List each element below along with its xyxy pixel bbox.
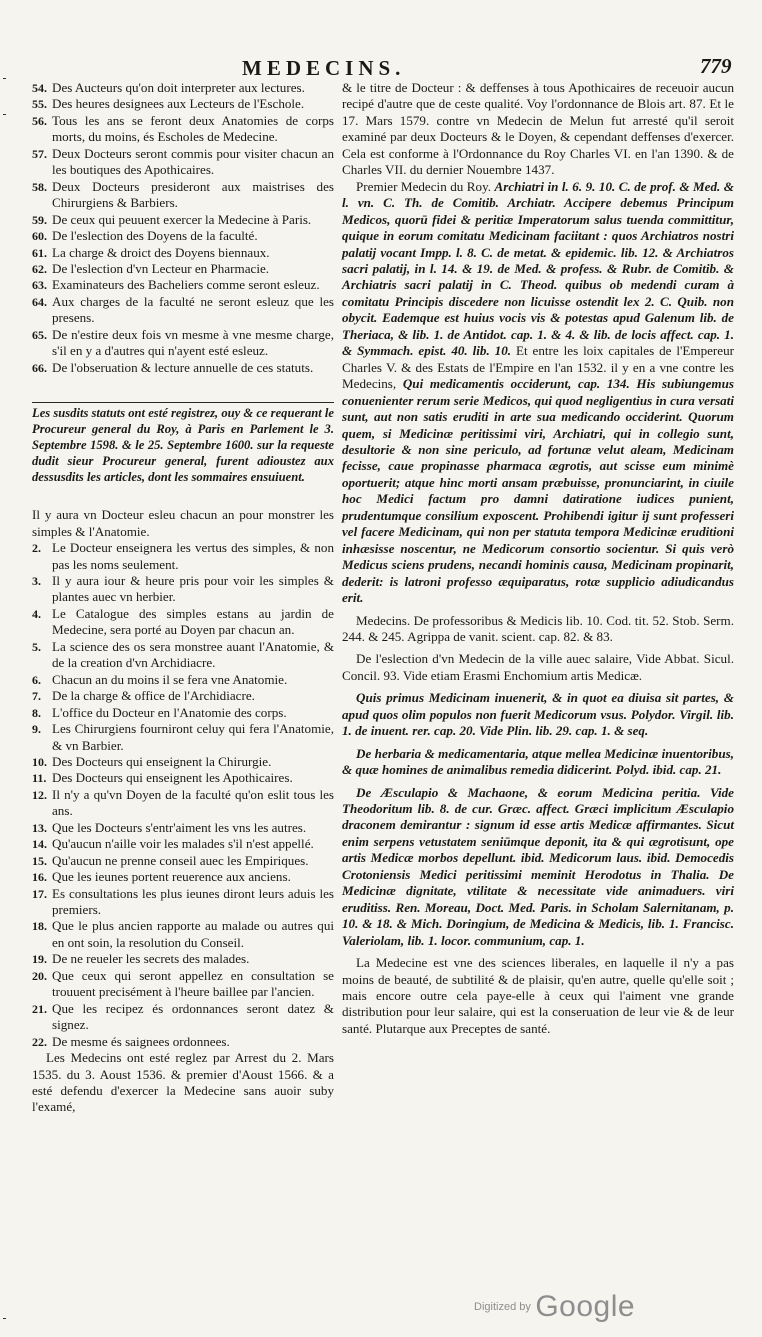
- article-item-text: L'office du Docteur en l'Anatomie des corps.: [52, 704, 287, 720]
- statute-item: [32, 80, 334, 96]
- article-item-number: 8.: [32, 705, 41, 720]
- article-item: [32, 918, 334, 951]
- article-item-text: Il n'y a qu'vn Doyen de la faculté qu'on eslit tous les ans.: [52, 786, 334, 819]
- running-head: MEDECINS.: [242, 56, 406, 80]
- paragraph-aesculapius: De Æsculapio & Machaone, & eorum Medicina peritia. Vide Theodoritum lib. 8. de cur. Græc. affect. Græci implicitum Æsculapio draconem demirantur : signum id esse artis Medicæ affirmantes. Sicut enim serpens vetustatem seniūmque deponit, ita & qui ægrotisunt, ope artis Medicæ morbos depellunt. ibid. Medicorum laus. ibid. Democedis Crotoniensis Medici peritissimi meminit Herodotus in Thalia. De Medicinæ dignitate, vtilitate & necessitate vide animaduers. viri eruditiss. Ren. Moreau, Doct. Med. Paris. in Scholam Salernitanam, p. 10. & 18. & Mich. Doringium, de Medicina & Medicis, lib. 1. Francisc. Valeriolam, lib. 1. locor. communium, cap. 1.: [342, 784, 734, 948]
- statute-item: [32, 179, 334, 212]
- left-column: [32, 80, 334, 1116]
- page-number: 779: [700, 54, 732, 78]
- article-item-text: Le Docteur enseignera les vertus des simples, & non pas les noms seulement.: [52, 540, 334, 572]
- article-item-text: Il y aura iour & heure pris pour voir les simples & plantes auec vn herbier.: [52, 572, 334, 605]
- article-item-text: Chacun an du moins il se fera vne Anatomie.: [52, 671, 288, 687]
- article-item: [32, 886, 334, 919]
- margin-tick: [3, 1318, 6, 1319]
- article-item-number: 20.: [32, 968, 47, 983]
- statute-item-text: Deux Docteurs seront commis pour visiter chacun an les boutiques des Apothicaires.: [52, 145, 334, 178]
- archiatri-latin-law: Qui medicamentis occiderunt, cap. 134. His subiungemus conuenienter rerum serie Medicos, qui quod negligentius in cura versati sunt, aut non satis eruditi in arte sua medicando occiderint. Quorum quem, si Medicinæ peritissimi viri, Archiatri, qui in collegio sunt, desultorie & non sine periculo, ad fortunæ velut aleam, Medicinam fecisse, caue propinasse pharmaca ægrotis, aut scisse eum minimè oportuerit; atque hinc morti ansam præbuisse, pronunciarint, in ciuile hoc Medici factum pro damni datiratione iudices punient, prudentumque consilium exposcent. Prohibendi igitur ij sunt professeri vel facere Medicinam, qui non per statuta tempora Medicinæ eruditioni inhæsisse noscentur, ne Medicorum consortio socientur. Si quis verò Medicus sciens prudens, necandi hominis causa, Medicinam propinarit, dederit: is latroni professo æquiparatus, rotæ supplicio adiudicandus erit.: [342, 376, 734, 606]
- article-item-number: 15.: [32, 853, 47, 868]
- margin-tick: [3, 114, 6, 115]
- article-item-number: 11.: [32, 771, 47, 786]
- article-item: [32, 606, 334, 639]
- article-item: [32, 672, 334, 688]
- statute-item: [32, 245, 334, 261]
- section-rule: [32, 402, 334, 403]
- statute-item: [32, 261, 334, 277]
- article-item-text: Qu'aucun n'aille voir les malades s'il n'est appellé.: [52, 836, 314, 852]
- article-item-number: 19.: [32, 952, 47, 967]
- statute-item-number: 62.: [32, 261, 47, 276]
- article-item-text: De la charge & office de l'Archidiacre.: [52, 688, 255, 704]
- statute-item-text: La charge & droict des Doyens biennaux.: [52, 244, 270, 260]
- article-item: [32, 573, 334, 606]
- article-item-number: 18.: [32, 919, 47, 934]
- statute-item-number: 63.: [32, 278, 47, 293]
- statute-item-number: 64.: [32, 294, 47, 309]
- article-item: [32, 540, 334, 573]
- article-item-number: 7.: [32, 689, 41, 704]
- digitization-watermark: [474, 1290, 635, 1324]
- statute-item: [32, 96, 334, 112]
- google-logo: Google: [535, 1290, 636, 1323]
- archiatri-french: Et entre les loix capitales de l'Empereur Charles V. & des Estats de l'Empire en l'an 1532. il y en a vne contre les Medecins,: [342, 343, 735, 392]
- article-item: [32, 639, 334, 672]
- margin-tick: [3, 78, 6, 79]
- paragraph-archiatri: [342, 179, 734, 607]
- article-item: [32, 1001, 334, 1034]
- article-item-text: La science des os sera monstree auant l'Anatomie, & de la creation d'vn Archidiacre.: [52, 638, 334, 671]
- statute-item-number: 58.: [32, 179, 47, 194]
- article-item-number: 5.: [32, 639, 41, 654]
- statute-item: [32, 360, 334, 376]
- article-item-text: Le Catalogue des simples estans au jardin de Medecine, sera porté au Doyen par chacun an.: [52, 605, 334, 638]
- statute-item: [32, 327, 334, 360]
- article-item-number: 22.: [32, 1034, 47, 1049]
- paragraph-city-physician: De l'eslection d'vn Medecin de la ville auec salaire, Vide Abbat. Sicul. Concil. 93. Vide etiam Erasmi Enchomium artis Medicæ.: [342, 651, 734, 683]
- article-item-text: Que les ieunes portent reuerence aux anciens.: [52, 869, 291, 885]
- article-item: [32, 705, 334, 721]
- article-item-text: Des Docteurs qui enseignent les Apothicaires.: [52, 770, 293, 786]
- article-item-text: De mesme és saignees ordonnees.: [52, 1033, 230, 1049]
- article-item-number: 17.: [32, 886, 47, 901]
- statute-item-number: 55.: [32, 97, 47, 112]
- paragraph-invention: Quis primus Medicinam inuenerit, & in quot ea diuisa sit partes, & apud quos olim populos non fuerit Medicorum vsus. Polydor. Virgil. lib. 1. de inuent. rer. cap. 20. Vide Plin. lib. 29. cap. 1. & seq.: [342, 690, 734, 739]
- article-item: [32, 869, 334, 885]
- statute-item-number: 60.: [32, 229, 47, 244]
- article-item-number: 16.: [32, 870, 47, 885]
- article-item-text: Es consultations les plus ieunes diront leurs aduis les premiers.: [52, 885, 334, 918]
- statute-item-text: Des heures designees aux Lecteurs de l'Eschole.: [52, 96, 305, 112]
- article-item-number: 9.: [32, 722, 41, 737]
- statute-item-text: De l'eslection d'vn Lecteur en Pharmacie.: [52, 260, 270, 276]
- article-item-text: Que le plus ancien rapporte au malade ou autres qui en ont soin, la resolution du Conseil.: [52, 918, 334, 950]
- article-item: [32, 688, 334, 704]
- statute-item: [32, 228, 334, 244]
- article-item: [32, 951, 334, 967]
- statute-item-text: Des Aucteurs qu'on doit interpreter aux lectures.: [52, 80, 305, 95]
- article-item-text: Des Docteurs qui enseignent la Chirurgie.: [52, 753, 272, 769]
- statute-item-text: Deux Docteurs presideront aux maistrises des Chirurgiens & Barbiers.: [52, 178, 334, 211]
- statute-item: [32, 277, 334, 293]
- article-item-number: 3.: [32, 573, 41, 588]
- article-item-number: 12.: [32, 787, 47, 802]
- statute-item-number: 61.: [32, 245, 47, 260]
- statute-item: [32, 113, 334, 146]
- article-item-number: 6.: [32, 672, 41, 687]
- paragraph-professors: Medecins. De professoribus & Medicis lib. 10. Cod. tit. 52. Stob. Serm. 244. & 245. Agrippa de vanit. scient. cap. 82. & 83.: [342, 612, 734, 644]
- article-item-number: 10.: [32, 754, 47, 769]
- article-item-number: 21.: [32, 1001, 47, 1016]
- article-item: [32, 1034, 334, 1050]
- article-item-text: De ne reueler les secrets des malades.: [52, 951, 250, 967]
- right-column: [342, 80, 734, 1037]
- article-item-text: Que les recipez és ordonnances seront datez & signez.: [52, 1000, 334, 1033]
- archiatri-lead: Premier Medecin du Roy.: [356, 178, 492, 194]
- articles-intro: Il y aura vn Docteur esleu chacun an pour monstrer les simples & l'Anatomie.: [32, 507, 334, 539]
- article-item: [32, 836, 334, 852]
- statute-item-text: De n'estire deux fois vn mesme à vne mesme charge, s'il en y a d'autres qui n'ayent esté esleuz.: [52, 326, 334, 359]
- statute-list: [32, 80, 334, 376]
- statute-item-text: Examinateurs des Bacheliers comme seront esleuz.: [52, 277, 320, 293]
- closing-paragraph: Les Medecins ont esté reglez par Arrest du 2. Mars 1535. du 3. Aoust 1536. & premier d'Aoust 1566. & a esté defendu d'exercer la Medecine sans auoir suby l'examé,: [32, 1050, 334, 1115]
- article-item: [32, 754, 334, 770]
- article-item-number: 14.: [32, 837, 47, 852]
- paragraph-herbaria: De herbaria & medicamentaria, atque mellea Medicinæ inuentoribus, & quæ homines de animalibus remedia didicerint. Polyd. ibid. cap. 21.: [342, 745, 734, 778]
- article-item-text: Que ceux qui seront appellez en consultation se trouuent precisément à l'heure baillee par l'ancien.: [52, 967, 334, 1000]
- statute-item-number: 65.: [32, 327, 47, 342]
- watermark-prefix: Digitized by: [474, 1301, 531, 1313]
- statute-item: [32, 212, 334, 228]
- statute-item-number: 54.: [32, 81, 47, 95]
- statute-item-number: 66.: [32, 360, 47, 375]
- article-item: [32, 787, 334, 820]
- paragraph-liberal-science: La Medecine est vne des sciences liberales, en laquelle il n'y a pas moins de beauté, de subtilité & de plaisir, qu'en autre, quelle qu'elle soit ; mais encore outre cela paye-elle à ceux qui l'aiment vne grande distribution pour leur salaire, qui est la conseruation de leur vie & de leur santé. Plutarque aux Preceptes de santé.: [342, 955, 734, 1036]
- statute-item-number: 57.: [32, 146, 47, 161]
- article-item-text: Que les Docteurs s'entr'aiment les vns les autres.: [52, 819, 307, 835]
- statute-item: [32, 294, 334, 327]
- article-item: [32, 968, 334, 1001]
- paragraph-examination: & le titre de Docteur : & deffenses à tous Apothicaires de receuoir aucun recipé d'autre que de ceste qualité. Voy l'ordonnance de Blois art. 87. Et le 17. Mars 1579. contre vn Medecin de Melun fut arresté qu'il seroit examiné par deux Docteurs & le Doyen, & cependant deffenses d'exercer. Cela est conforme à l'Ordonnance du Roy Charles VI. en l'an 1390. & de Charles VII. du dernier Nouembre 1437.: [342, 80, 734, 178]
- registration-notice: Les susdits statuts ont esté registrez, ouy & ce requerant le Procureur general du Roy, à Paris en Parlement le 3. Septembre 1598. & le 25. Septembre 1600. sur la requeste dudit sieur Procureur general, furent adioustez aux dessusdits les articles, dont les sommaires ensuiuent.: [32, 406, 334, 485]
- article-item-number: 2.: [32, 541, 41, 556]
- archiatri-latin: Archiatri in l. 6. 9. 10. C. de prof. & Med. & l. vn. C. Th. de Comitib. Archiatr. Accipere debemus Principum Medicos, quorū fidei & peritiæ Imperatorum salus tuenda committitur, quique in eorum comitatu Medicinam faciitant : quos Archiatros nostri palatij vocant Impp. l. 8. C. de metat. & epidemic. lib. 12. & Archiatros sacri palatij, in l. 14. & 19. de Med. & profess. & Rubr. de Comitib. & Archiatris sacri palatij in C. Theod. quibus ob medendi curam à comitatu Principis discedere non licuisse ostendit lex 2. C. Quib. non obycit. Eademque est huius vocis vis & potestas apud Galenum lib. de Theriaca, & lib. 1. de Antidot. cap. 1. & 4. & lib. de locis affect. cap. 1. & Symmach. epist. 40. lib. 10.: [342, 178, 734, 359]
- article-item: [32, 853, 334, 869]
- statute-item: [32, 146, 334, 179]
- article-item-number: 4.: [32, 606, 41, 621]
- article-item-text: Qu'aucun ne prenne conseil auec les Empiriques.: [52, 852, 309, 868]
- statute-item-text: Aux charges de la faculté ne seront esleuz que les presens.: [52, 293, 334, 326]
- statute-item-text: Tous les ans se feront deux Anatomies de corps morts, du moins, és Escholes de Medecine.: [52, 112, 334, 145]
- statute-item-number: 56.: [32, 113, 47, 128]
- article-item-number: 13.: [32, 820, 47, 835]
- article-item-text: Les Chirurgiens fourniront celuy qui fera l'Anatomie, & vn Barbier.: [52, 721, 334, 753]
- statute-item-text: De l'eslection des Doyens de la faculté.: [52, 228, 258, 244]
- statute-item-number: 59.: [32, 212, 47, 227]
- article-item: [32, 770, 334, 786]
- article-item: [32, 721, 334, 754]
- article-item: [32, 820, 334, 836]
- statute-item-text: De l'obseruation & lecture annuelle de ces statuts.: [52, 359, 314, 375]
- article-list: [32, 540, 334, 1050]
- statute-item-text: De ceux qui peuuent exercer la Medecine à Paris.: [52, 211, 312, 227]
